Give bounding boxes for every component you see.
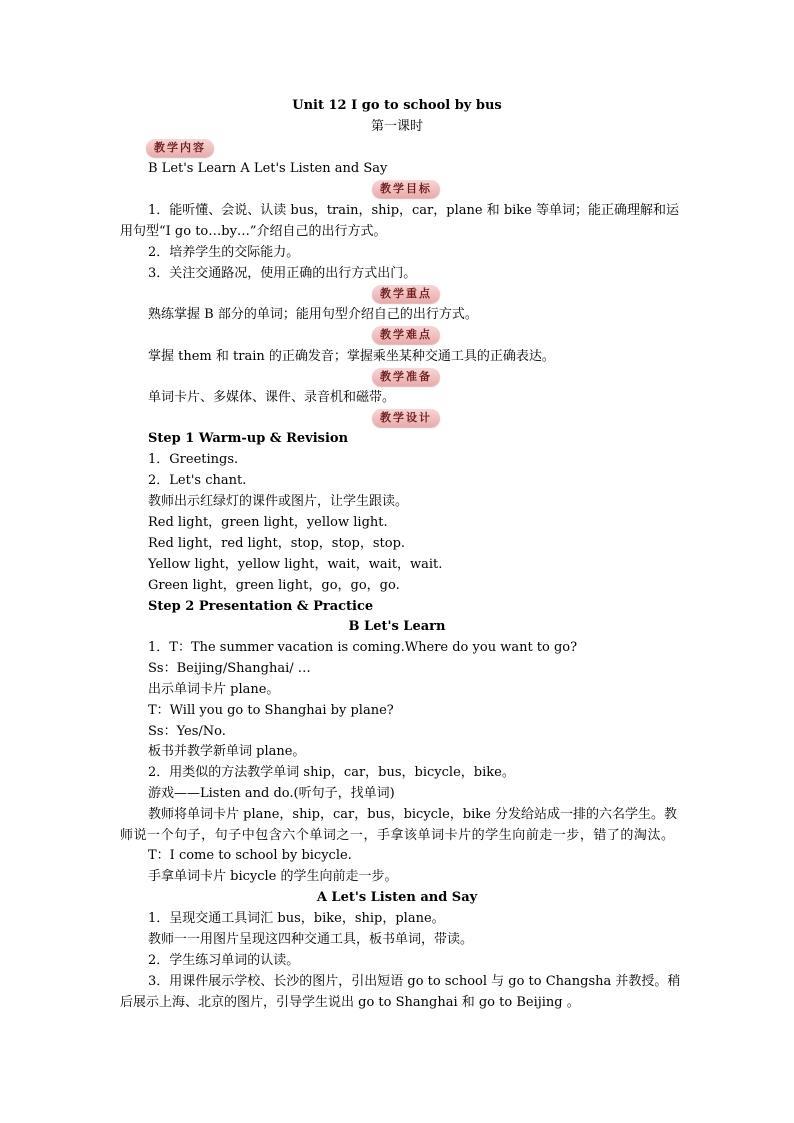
step2-line: 游戏——Listen and do.(听句子，找单词) xyxy=(148,786,395,801)
step1-line: 教师出示红绿灯的课件或图片，让学生跟读。 xyxy=(148,494,409,509)
step2-line: 师说一个句子，句子中包含六个单词之一，手拿该单词卡片的学生向前走一步，错了的淘汰。 xyxy=(120,828,674,843)
step2-line: 出示单词卡片 plane。 xyxy=(148,682,280,697)
step2-heading: Step 2 Presentation & Practice xyxy=(148,599,374,614)
step2-line: 手拿单词卡片 bicycle 的学生向前走一步。 xyxy=(148,869,398,884)
step2-line: 板书并教学新单词 plane。 xyxy=(148,744,306,759)
lesson-subtitle: 第一课时 xyxy=(370,119,423,134)
section-a-heading: A Let's Listen and Say xyxy=(316,890,478,905)
difficulties-text: 掌握 them 和 train 的正确发音；掌握乘坐某种交通工具的正确表达。 xyxy=(148,349,555,364)
step2-a-line: 教师一一用图片呈现这四种交通工具，板书单词，带读。 xyxy=(148,932,474,947)
goal-line-4: 3．关注交通路况，使用正确的出行方式出门。 xyxy=(148,266,417,281)
step2-line: 2．用类似的方法教学单词 ship，car，bus，bicycle，bike。 xyxy=(148,765,515,780)
step2-line: T：Will you go to Shanghai by plane? xyxy=(148,703,394,718)
tag-teaching-content: 教学内容 xyxy=(146,139,214,157)
goal-line-2: 用句型“I go to…by…”介绍自己的出行方式。 xyxy=(120,224,387,239)
preparation-text: 单词卡片、多媒体、课件、录音机和磁带。 xyxy=(148,390,396,405)
tag-preparation: 教学准备 xyxy=(372,368,440,386)
chant-line: Green light，green light，go，go，go. xyxy=(148,578,400,593)
content-line: B Let's Learn A Let's Listen and Say xyxy=(148,161,388,176)
step2-a-line: 1．呈现交通工具词汇 bus，bike，ship，plane。 xyxy=(148,911,445,926)
step2-line: Ss：Yes/No. xyxy=(148,724,226,739)
step2-line: 教师将单词卡片 plane，ship，car，bus，bicycle，bike 分发给站成一排的六名学生。教 xyxy=(148,807,677,822)
chant-line: Red light，green light，yellow light. xyxy=(148,515,388,530)
unit-title: Unit 12 I go to school by bus xyxy=(292,98,502,113)
key-points-text: 熟练掌握 B 部分的单词；能用句型介绍自己的出行方式。 xyxy=(148,307,478,322)
section-b-heading: B Let's Learn xyxy=(348,619,446,634)
step2-line: Ss：Beijing/Shanghai/ … xyxy=(148,661,311,676)
step1-line: 1．Greetings. xyxy=(148,452,239,467)
step1-line: 2．Let's chant. xyxy=(148,473,247,488)
step1-heading: Step 1 Warm-up & Revision xyxy=(148,431,349,446)
step2-line: 1．T：The summer vacation is coming.Where do you want to go? xyxy=(148,640,578,655)
step2-line: T：I come to school by bicycle. xyxy=(148,848,352,863)
tag-key-points: 教学重点 xyxy=(372,285,440,303)
tag-teaching-design: 教学设计 xyxy=(372,409,440,427)
tag-difficulties: 教学难点 xyxy=(372,326,440,344)
chant-line: Yellow light，yellow light，wait，wait，wait. xyxy=(148,557,443,572)
tag-teaching-goals: 教学目标 xyxy=(372,180,440,198)
chant-line: Red light，red light，stop，stop，stop. xyxy=(148,536,406,551)
step2-a-line: 2．学生练习单词的认读。 xyxy=(148,953,300,968)
step2-a-line: 3．用课件展示学校、长沙的图片，引出短语 go to school 与 go to Changsha 并教授。稍 xyxy=(148,974,681,989)
step2-a-line: 后展示上海、北京的图片，引导学生说出 go to Shanghai 和 go to Beijing 。 xyxy=(120,995,580,1010)
goal-line-1: 1．能听懂、会说、认读 bus，train，ship，car，plane 和 bike 等单词；能正确理解和运 xyxy=(148,203,680,218)
goal-line-3: 2．培养学生的交际能力。 xyxy=(148,245,300,260)
